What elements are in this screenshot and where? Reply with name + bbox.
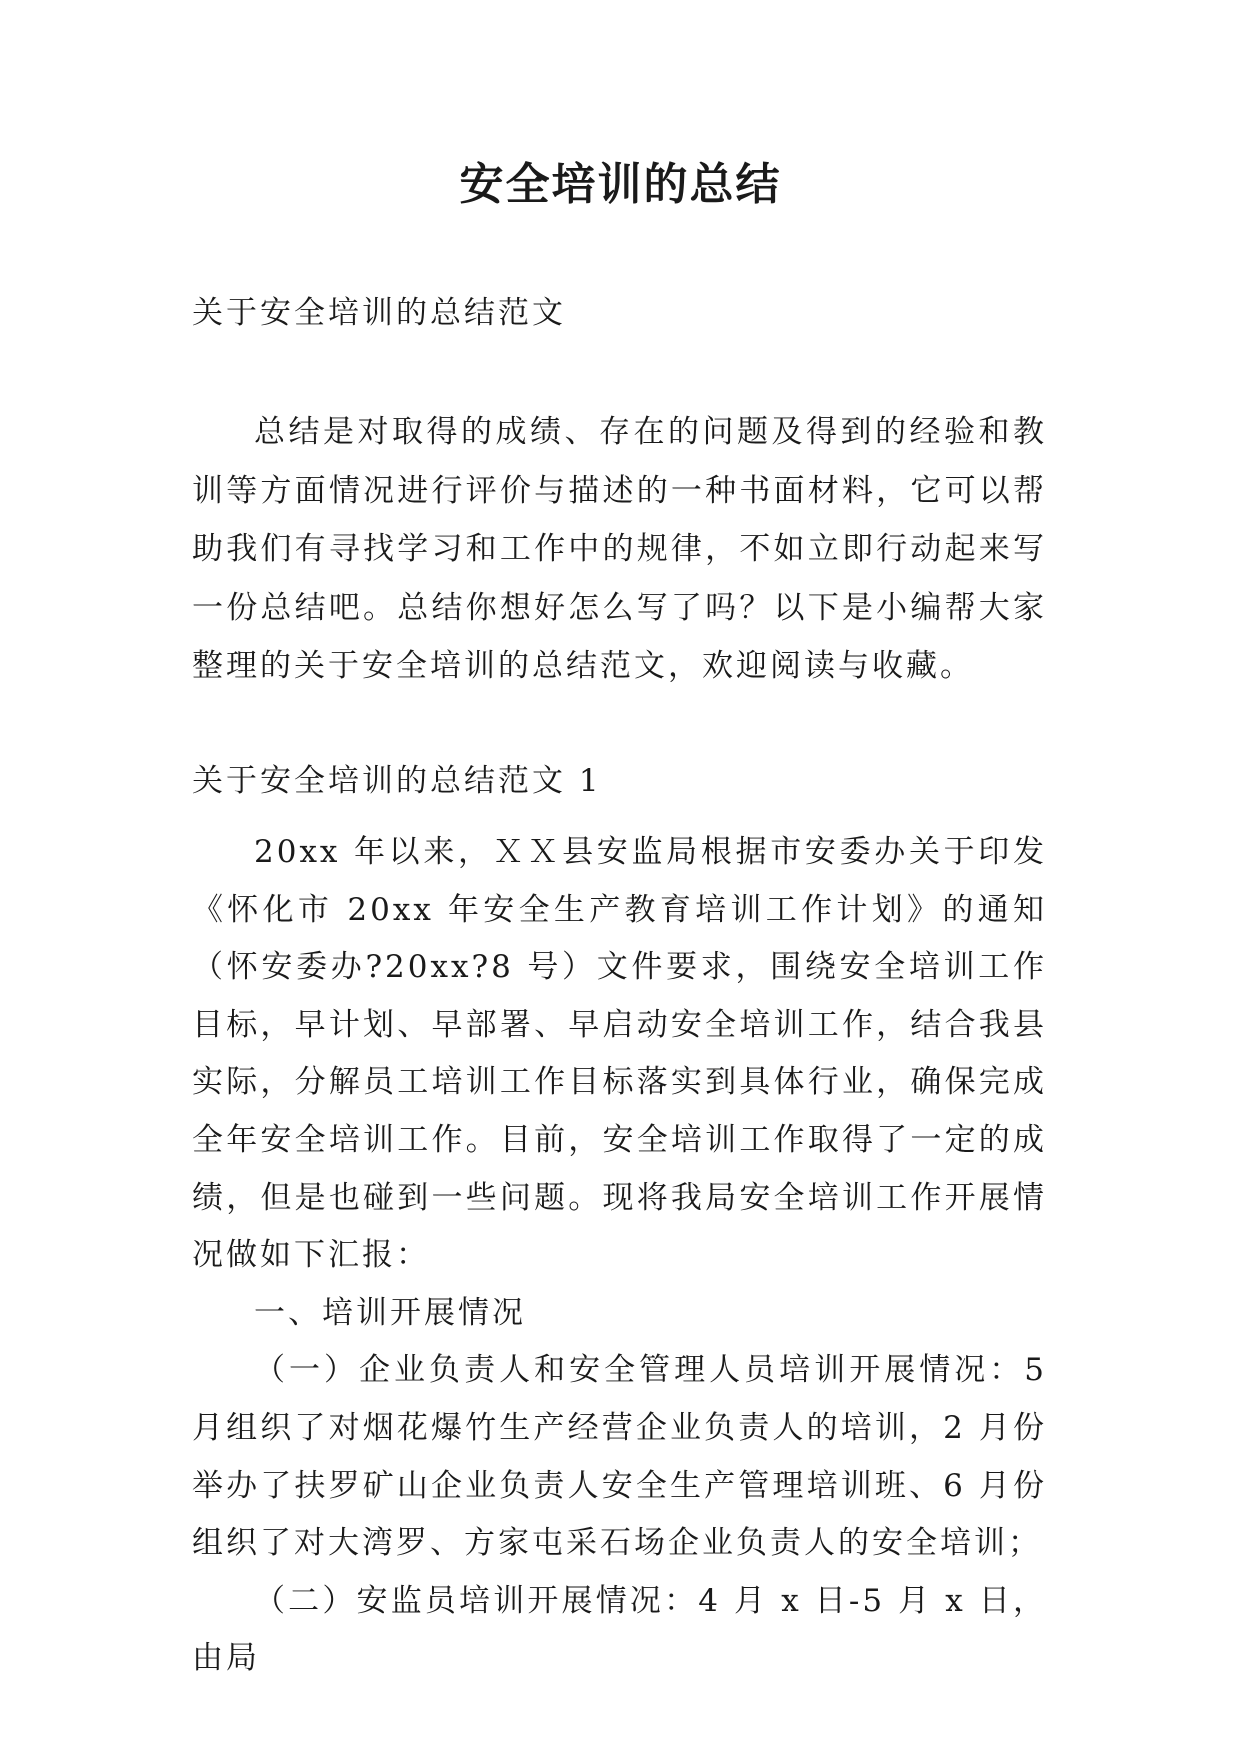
body-heading: 一、培训开展情况 [254, 1294, 526, 1331]
body-paragraph: 20xx 年以来，ＸＸ县安监局根据市安委办关于印发《怀化市 20xx 年安全生产教育培训工作计划》的通知（怀安委办?20xx?8 号）文件要求，围绕安全培训工作目标，早计划、早部署、早启动安全培训工作，结合我县实际，分解员工培训工作目标落实到具体行业，确保完成全年安全培训工作。目前，安全培训工作取得了一定的成绩，但是也碰到一些问题。现将我局安全培训工作开展情况做如下汇报： [192, 834, 1047, 1274]
section-body [192, 824, 1047, 1688]
intro-paragraph: 总结是对取得的成绩、存在的问题及得到的经验和教训等方面情况进行评价与描述的一种书面材料，它可以帮助我们有寻找学习和工作中的规律，不如立即行动起来写一份总结吧。总结你想好怎么写了吗？以下是小编帮大家整理的关于安全培训的总结范文，欢迎阅读与收藏。 [192, 414, 1047, 684]
document-title: 安全培训的总结 [459, 159, 782, 210]
document-subtitle: 关于安全培训的总结范文 [192, 295, 566, 331]
section-title: 关于安全培训的总结范文 1 [192, 763, 602, 799]
body-paragraph: （二）安监员培训开展情况：4 月 x 日-5 月 x 日，由局 [192, 1582, 1047, 1677]
intro-block [192, 403, 1047, 696]
body-paragraph: （一）企业负责人和安全管理人员培训开展情况：5 月组织了对烟花爆竹生产经营企业负责人的培训，2 月份举办了扶罗矿山企业负责人安全生产管理培训班、6 月份组织了对大湾罗、方家屯采石场企业负责人的安全培训； [192, 1352, 1047, 1562]
